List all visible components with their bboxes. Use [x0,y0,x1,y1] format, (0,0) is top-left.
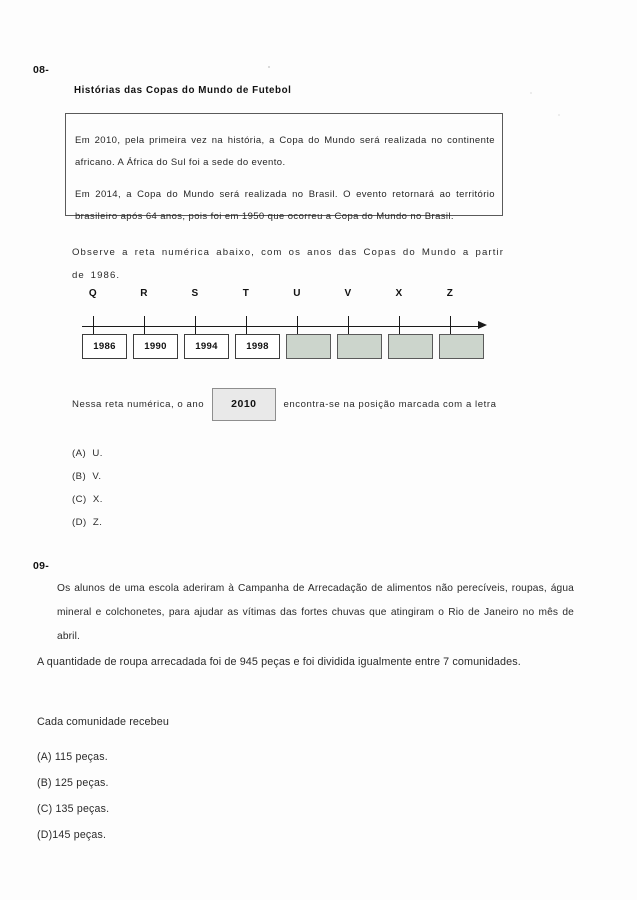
prompt-text-before: Nessa reta numérica, o ano [72,399,205,411]
year-chip-2010: 2010 [212,388,275,421]
tick-label-s: S [191,288,199,299]
year-box-empty-u [286,334,331,359]
question-09-paragraph-3: Cada comunidade recebeu [37,716,169,728]
tick-label-z: Z [446,288,454,299]
number-line-axis [82,326,480,327]
question-09-number: 09- [33,560,50,572]
tick-mark-s [195,316,196,336]
tick-label-v: V [344,288,352,299]
q08-option-d[interactable]: (D) Z. [72,517,103,528]
prompt-text-after: encontra-se na posição marcada com a letra [283,399,497,411]
story-paragraph-2: Em 2014, a Copa do Mundo será realizada no Brasil. O evento retornará ao território brasileiro após 64 anos, pois foi em 1950 que ocorreu a Copa do Mundo no Brasil. [75,189,495,222]
scan-speck [268,66,270,68]
tick-mark-u [297,316,298,336]
question-09-paragraph-2: A quantidade de roupa arrecadada foi de 945 peças e foi dividida igualmente entre 7 comunidades. [37,656,521,668]
number-line-diagram [0,288,637,368]
year-box-1986: 1986 [82,334,127,359]
year-box-empty-x [388,334,433,359]
question-09-paragraph-1: Os alunos de uma escola aderiram à Campanha de Arrecadação de alimentos não perecíveis, roupas, água mineral e colchonetes, para ajudar as vítimas das fortes chuvas que atingiram o Rio de Janeiro no mês de abril. [57,583,574,642]
tick-label-r: R [140,288,148,299]
year-box-empty-v [337,334,382,359]
tick-mark-x [399,316,400,336]
axis-arrow-icon [478,321,487,329]
year-box-empty-z [439,334,484,359]
tick-label-u: U [293,288,301,299]
tick-label-x: X [395,288,403,299]
question-08-prompt [72,388,512,421]
q08-option-c[interactable]: (C) X. [72,494,103,505]
tick-mark-t [246,316,247,336]
number-line-instruction: Observe a reta numérica abaixo, com os anos das Copas do Mundo a partir de 1986. [72,247,504,281]
story-text-box [65,113,503,222]
tick-mark-z [450,316,451,336]
q09-option-a[interactable]: (A) 115 peças. [37,751,108,763]
scan-speck [558,114,560,116]
year-box-1990: 1990 [133,334,178,359]
year-box-1998: 1998 [235,334,280,359]
q09-option-c[interactable]: (C) 135 peças. [37,803,110,815]
tick-mark-r [144,316,145,336]
tick-mark-q [93,316,94,336]
q08-option-b[interactable]: (B) V. [72,471,102,482]
tick-mark-v [348,316,349,336]
q09-option-b[interactable]: (B) 125 peças. [37,777,109,789]
q09-option-d[interactable]: (D)145 peças. [37,829,107,841]
story-paragraph-1: Em 2010, pela primeira vez na história, a Copa do Mundo será realizada no continente africano. A África do Sul foi a sede do evento. [75,135,495,168]
year-box-1994: 1994 [184,334,229,359]
scan-speck [530,92,532,94]
tick-label-t: T [242,288,250,299]
q08-option-a[interactable]: (A) U. [72,448,103,459]
tick-label-q: Q [88,288,98,299]
question-08-number: 08- [33,64,50,76]
question-08-title: Histórias das Copas do Mundo de Futebol [74,85,292,96]
